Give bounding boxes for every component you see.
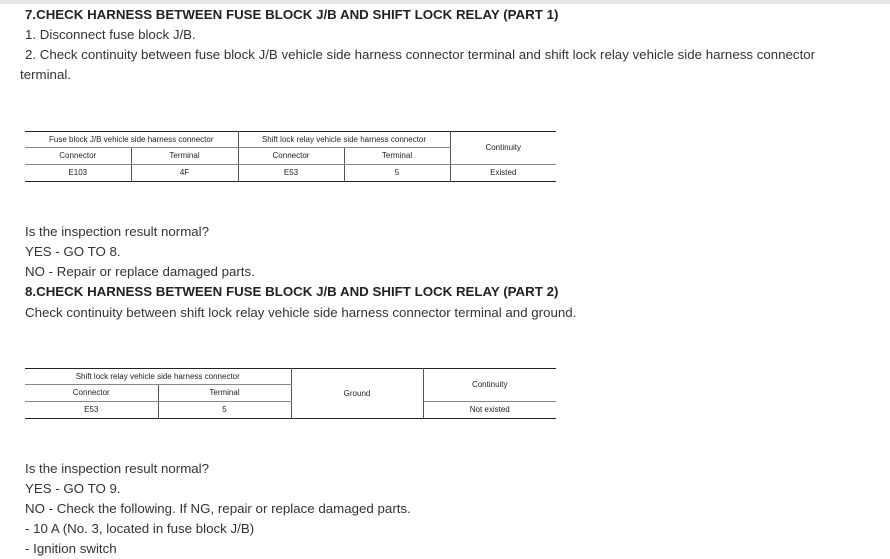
step8-continuity-table — [25, 368, 556, 419]
fuse-block-group-header: Fuse block J/B vehicle side harness connector — [25, 132, 238, 148]
relay-connector-cell: E53 — [25, 402, 158, 419]
fuse-connector-cell: E103 — [25, 165, 131, 182]
step8-question: Is the inspection result normal? — [25, 461, 210, 476]
step7-heading: 7.CHECK HARNESS BETWEEN FUSE BLOCK J/B AND SHIFT LOCK RELAY (PART 1) — [25, 7, 559, 22]
fuse-terminal-cell: 4F — [131, 165, 238, 182]
step8-yes: YES - GO TO 9. — [25, 481, 121, 496]
relay-connector-header: Connector — [25, 385, 158, 402]
relay-terminal-header: Terminal — [158, 385, 291, 402]
relay-terminal-cell: 5 — [158, 402, 291, 419]
continuity-cell: Not existed — [469, 405, 510, 414]
ground-header: Ground — [291, 369, 423, 419]
continuity-header: Continuity — [450, 132, 556, 165]
relay-connector-cell: E53 — [238, 165, 344, 182]
step8-no: NO - Check the following. If NG, repair or replace damaged parts. — [25, 501, 411, 516]
relay-connector-header: Connector — [238, 148, 344, 165]
step8-check-ignition: - Ignition switch — [25, 541, 117, 556]
step7-instruction-2-cont: terminal. — [20, 67, 71, 82]
step8-instruction: Check continuity between shift lock relay vehicle side harness connector terminal and ground. — [25, 305, 577, 320]
step8-check-fuse: - 10 A (No. 3, located in fuse block J/B) — [25, 521, 255, 536]
step8-heading: 8.CHECK HARNESS BETWEEN FUSE BLOCK J/B AND SHIFT LOCK RELAY (PART 2) — [25, 284, 559, 299]
relay-group-header: Shift lock relay vehicle side harness connector — [25, 369, 291, 385]
continuity-header: Continuity — [423, 369, 556, 402]
relay-terminal-cell: 5 — [344, 165, 450, 182]
step7-instruction-2: 2. Check continuity between fuse block J/B vehicle side harness connector terminal and shift lock relay vehicle side harness connector — [25, 47, 816, 62]
table-row — [25, 165, 556, 182]
step7-question: Is the inspection result normal? — [25, 224, 210, 239]
relay-terminal-header: Terminal — [344, 148, 450, 165]
continuity-cell: Existed — [490, 168, 517, 177]
step7-yes: YES - GO TO 8. — [25, 244, 121, 259]
fuse-connector-header: Connector — [25, 148, 131, 165]
step7-no: NO - Repair or replace damaged parts. — [25, 264, 255, 279]
step7-instruction-1: 1. Disconnect fuse block J/B. — [25, 27, 196, 42]
step7-continuity-table — [25, 131, 556, 182]
relay-group-header: Shift lock relay vehicle side harness connector — [238, 132, 450, 148]
table-row — [25, 402, 556, 419]
top-divider — [0, 0, 890, 4]
fuse-terminal-header: Terminal — [131, 148, 238, 165]
